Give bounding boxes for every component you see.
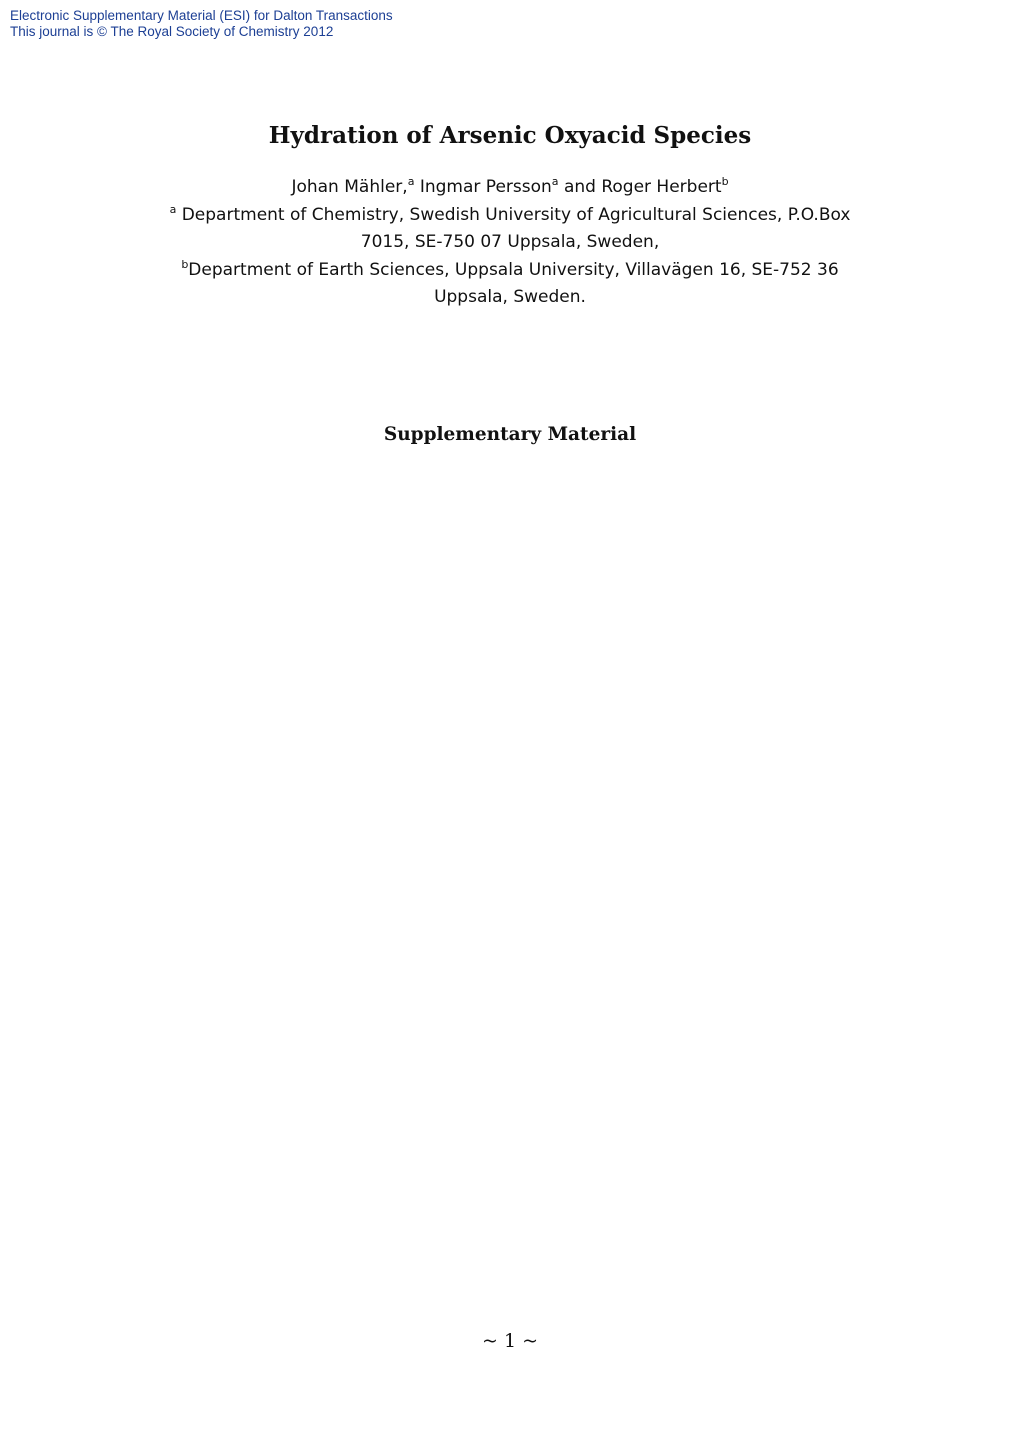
- author-name: Ingmar Persson: [419, 177, 552, 197]
- document-title: Hydration of Arsenic Oxyacid Species: [268, 122, 752, 149]
- author-affiliation-marker: a: [551, 175, 559, 188]
- author-affiliation-block: [0, 174, 1020, 312]
- author-affiliation-marker: b: [721, 175, 729, 188]
- section-subtitle: Supplementary Material: [383, 424, 637, 445]
- affiliation-text: Department of Chemistry, Swedish University of Agricultural Sciences, P.O.Box: [181, 204, 851, 225]
- affiliation-b-line1: [0, 257, 1020, 285]
- page-number: ~ 1 ~: [481, 1330, 538, 1352]
- author-line: [0, 174, 1020, 202]
- affiliation-b-line2: Uppsala, Sweden.: [434, 287, 586, 307]
- author-affiliation-marker: a: [407, 175, 415, 188]
- affiliation-marker: a: [169, 202, 177, 216]
- affiliation-a-line1: [0, 202, 1020, 230]
- affiliation-marker: b: [181, 257, 189, 271]
- esi-header-line1: Electronic Supplementary Material (ESI) for Dalton Transactions: [10, 8, 393, 23]
- author-name: Johan Mähler,: [291, 177, 408, 197]
- esi-header: [10, 8, 393, 40]
- affiliation-a-line2: 7015, SE-750 07 Uppsala, Sweden,: [360, 232, 660, 252]
- author-name: and Roger Herbert: [563, 177, 722, 197]
- esi-header-line2: This journal is © The Royal Society of Chemistry 2012: [10, 24, 334, 39]
- affiliation-text: Department of Earth Sciences, Uppsala University, Villavägen 16, SE-752 36: [188, 259, 839, 280]
